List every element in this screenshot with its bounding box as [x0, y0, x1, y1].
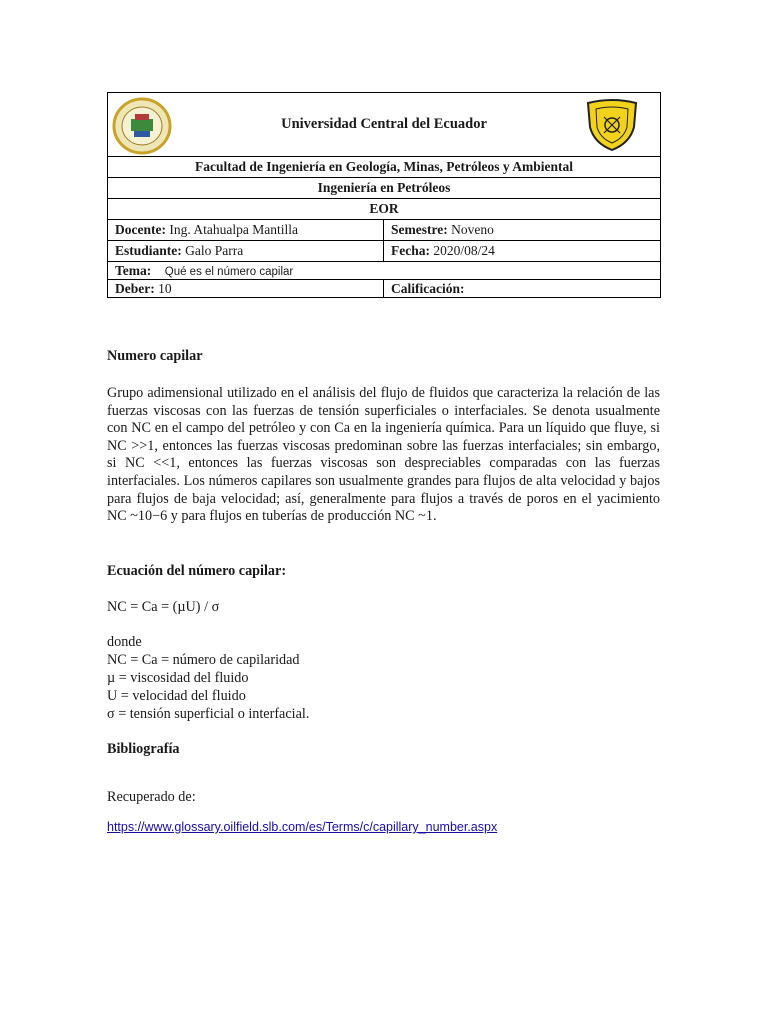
estudiante-label: Estudiante: [115, 243, 182, 258]
deber-value: 10 [154, 280, 172, 296]
calificacion-cell [384, 280, 661, 298]
definition-nc: NC = Ca = número de capilaridad [107, 652, 300, 668]
where-text: donde [107, 634, 142, 650]
semestre-value: Noveno [447, 222, 494, 237]
section-heading-ecuacion: Ecuación del número capilar: [107, 563, 287, 579]
docente-value: Ing. Atahualpa Mantilla [165, 222, 298, 237]
program-name: Ingeniería en Petróleos [108, 178, 661, 199]
fecha-cell [384, 241, 661, 262]
tema-cell [108, 262, 661, 280]
section-heading-bibliografia: Bibliografía [107, 741, 180, 757]
university-name: Universidad Central del Ecuador [281, 116, 487, 132]
engineering-faculty-shield-logo [584, 97, 640, 153]
definition-u: U = velocidad del fluido [107, 688, 246, 704]
university-seal-logo [112, 97, 172, 155]
course-name: EOR [108, 199, 661, 220]
docente-cell [108, 220, 384, 241]
tema-label: Tema: [115, 262, 152, 278]
semestre-cell [384, 220, 661, 241]
deber-cell [108, 280, 384, 298]
recovered-from-text: Recuperado de: [107, 789, 196, 805]
fecha-label: Fecha: [391, 243, 430, 258]
title-cell [108, 93, 661, 157]
equation-line: NC = Ca = (µU) / σ [107, 599, 220, 615]
tema-value: Qué es el número capilar [164, 265, 294, 278]
estudiante-cell [108, 241, 384, 262]
paragraph-definition: Grupo adimensional utilizado en el análisis del flujo de fluidos que caracteriza la relación de las fuerzas viscosas con las fuerzas de tensión superficiales o interfaciales. Se denota usualmente con NC en el campo del petróleo y con Ca en la ingeniería química. Para un líquido que fluye, si NC >>1, entonces las fuerzas viscosas predominan sobre las fuerzas interfaciales; sin embargo, si NC <<1, entonces las fuerzas viscosas son despreciables comparadas con las fuerzas interfaciales. Los números capilares son usualmente grandes para flujos de alta velocidad y bajos para flujos de baja velocidad; así, generalmente para flujos a través de poros en el yacimiento NC ~10−6 y para flujos en tuberías de producción NC ~1. [107, 385, 660, 525]
semestre-label: Semestre: [391, 222, 448, 237]
section-heading-numero-capilar: Numero capilar [107, 348, 203, 364]
deber-label: Deber: [115, 280, 155, 296]
bibliography-link[interactable]: https://www.glossary.oilfield.slb.com/es/Terms/c/capillary_number.aspx [107, 820, 498, 834]
calificacion-label: Calificación: [391, 280, 465, 296]
estudiante-value: Galo Parra [181, 243, 244, 258]
fecha-value: 2020/08/24 [429, 243, 495, 258]
header-table [107, 92, 661, 298]
definition-mu: µ = viscosidad del fluido [107, 670, 249, 686]
definition-sigma: σ = tensión superficial o interfacial. [107, 706, 310, 722]
faculty-name: Facultad de Ingeniería en Geología, Minas, Petróleos y Ambiental [108, 157, 661, 178]
docente-label: Docente: [115, 222, 166, 237]
